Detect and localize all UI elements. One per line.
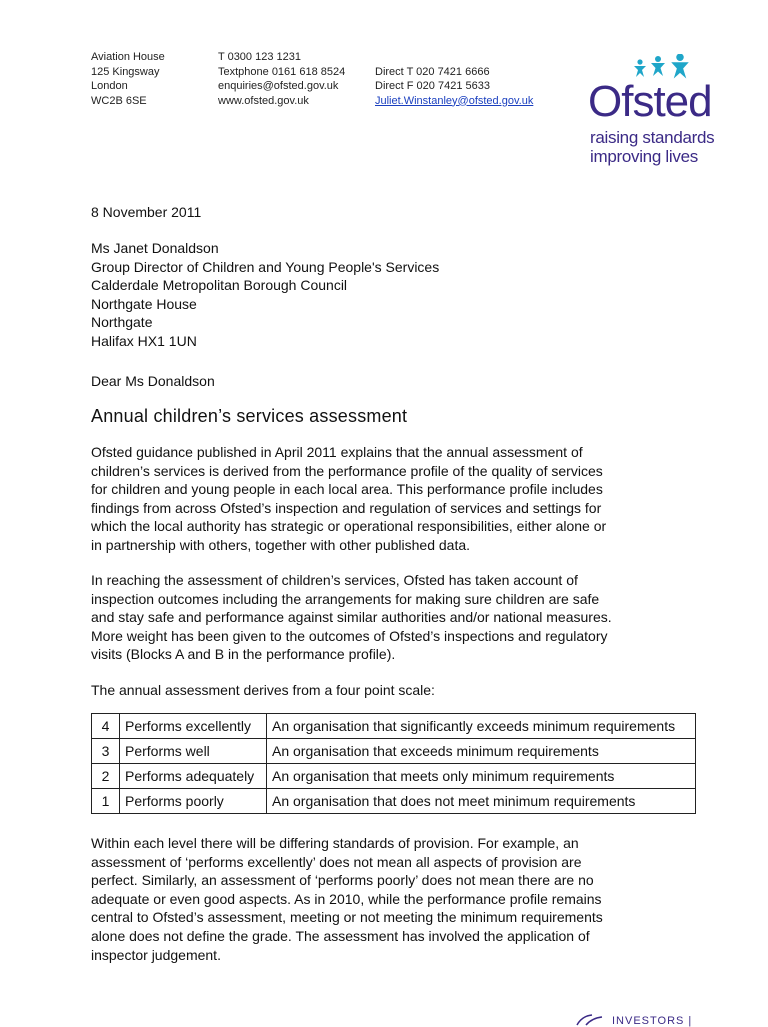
paragraph-line: findings from across Ofsted’s inspection and regulation of services and settings for (91, 499, 602, 516)
address-line: London (91, 80, 128, 92)
paragraph (91, 443, 691, 555)
paragraph-line: in partnership with others, together with other published data. (91, 536, 471, 553)
paragraph-line: for children and young people in each local area. This performance profile includes (91, 481, 603, 498)
recipient-line: Calderdale Metropolitan Borough Council (91, 277, 348, 294)
recipient-line: Group Director of Children and Young People's Services (91, 258, 440, 275)
paragraph-line: central to Ofsted’s assessment, meeting or not meeting the minimum requirements (91, 909, 603, 926)
paragraph-line: which the local authority has strategic or operational responsibilities, either alone or (91, 518, 607, 535)
investors-logo-text: INVESTORS | (612, 1015, 693, 1027)
scale-number: 4 (92, 714, 120, 739)
paragraph-line: Ofsted guidance published in April 2011 explains that the annual assessment of (91, 444, 583, 460)
address-line: Aviation House (91, 51, 165, 63)
paragraph-line: perfect. Similarly, an assessment of ‘performs poorly’ does not mean there are no (91, 872, 594, 889)
scale-description: An organisation that significantly exceeds minimum requirements (267, 714, 696, 739)
office-address (91, 50, 165, 108)
telephone: T 0300 123 1231 (218, 51, 301, 63)
direct-contact (375, 65, 533, 109)
paragraph-line: In reaching the assessment of children’s services, Ofsted has taken account of (91, 572, 578, 588)
scale-level: Performs excellently (120, 714, 267, 739)
table-row (92, 739, 696, 764)
recipient-line: Northgate (91, 314, 153, 331)
scale-description: An organisation that exceeds minimum requirements (267, 739, 696, 764)
assessment-scale-table (91, 713, 696, 814)
paragraph-line: Within each level there will be differing standards of provision. For example, an (91, 835, 579, 851)
email-link[interactable]: Juliet.Winstanley@ofsted.gov.uk (375, 94, 534, 107)
address-line: WC2B 6SE (91, 94, 147, 107)
recipient-line: Ms Janet Donaldson (91, 240, 219, 256)
scale-level: Performs poorly (120, 789, 267, 814)
textphone: Textphone 0161 618 8524 (218, 65, 346, 78)
letter-date: 8 November 2011 (91, 204, 202, 220)
scale-intro: The annual assessment derives from a four point scale: (91, 682, 435, 698)
paragraph-line: adequate or even good aspects. As in 2010, while the performance profile remains (91, 890, 602, 907)
logo-tagline: raising standards (590, 128, 715, 147)
table-row (92, 714, 696, 739)
paragraph-line: inspector judgement. (91, 946, 221, 963)
paragraph-line: assessment of ‘performs excellently’ does not mean all aspects of provision are (91, 853, 582, 870)
paragraph (91, 571, 691, 664)
logo-wordmark: Ofsted (588, 77, 712, 126)
paragraph (91, 834, 691, 964)
recipient-address (91, 239, 691, 351)
direct-telephone: Direct T 020 7421 6666 (375, 65, 490, 78)
paragraph-line: More weight has been given to the outcomes of Ofsted’s inspections and regulatory (91, 627, 608, 644)
paragraph-line: visits (Blocks A and B in the performance profile). (91, 646, 396, 663)
paragraph-line: inspection outcomes including the arrangements for making sure children are safe (91, 590, 600, 607)
table-row (92, 789, 696, 814)
scale-number: 2 (92, 764, 120, 789)
scale-level: Performs adequately (120, 764, 267, 789)
enquiries-email: enquiries@ofsted.gov.uk (218, 80, 339, 92)
paragraph-line: children’s services is derived from the performance profile of the quality of services (91, 462, 603, 479)
scale-description: An organisation that does not meet minimum requirements (267, 789, 696, 814)
scale-number: 3 (92, 739, 120, 764)
recipient-line: Northgate House (91, 295, 197, 312)
table-row (92, 764, 696, 789)
scale-number: 1 (92, 789, 120, 814)
website: www.ofsted.gov.uk (218, 94, 309, 107)
contact-details (218, 50, 345, 108)
paragraph-line: and stay safe and performance against similar authorities and/or national measures. (91, 609, 612, 626)
salutation: Dear Ms Donaldson (91, 373, 215, 389)
letter-heading: Annual children’s services assessment (91, 406, 408, 426)
recipient-line: Halifax HX1 1UN (91, 332, 197, 349)
paragraph-line: alone does not define the grade. The assessment has involved the application of (91, 927, 590, 944)
scale-description: An organisation that meets only minimum requirements (267, 764, 696, 789)
logo-tagline: improving lives (590, 147, 698, 166)
direct-fax: Direct F 020 7421 5633 (375, 80, 490, 92)
scale-level: Performs well (120, 739, 267, 764)
address-line: 125 Kingsway (91, 65, 160, 78)
